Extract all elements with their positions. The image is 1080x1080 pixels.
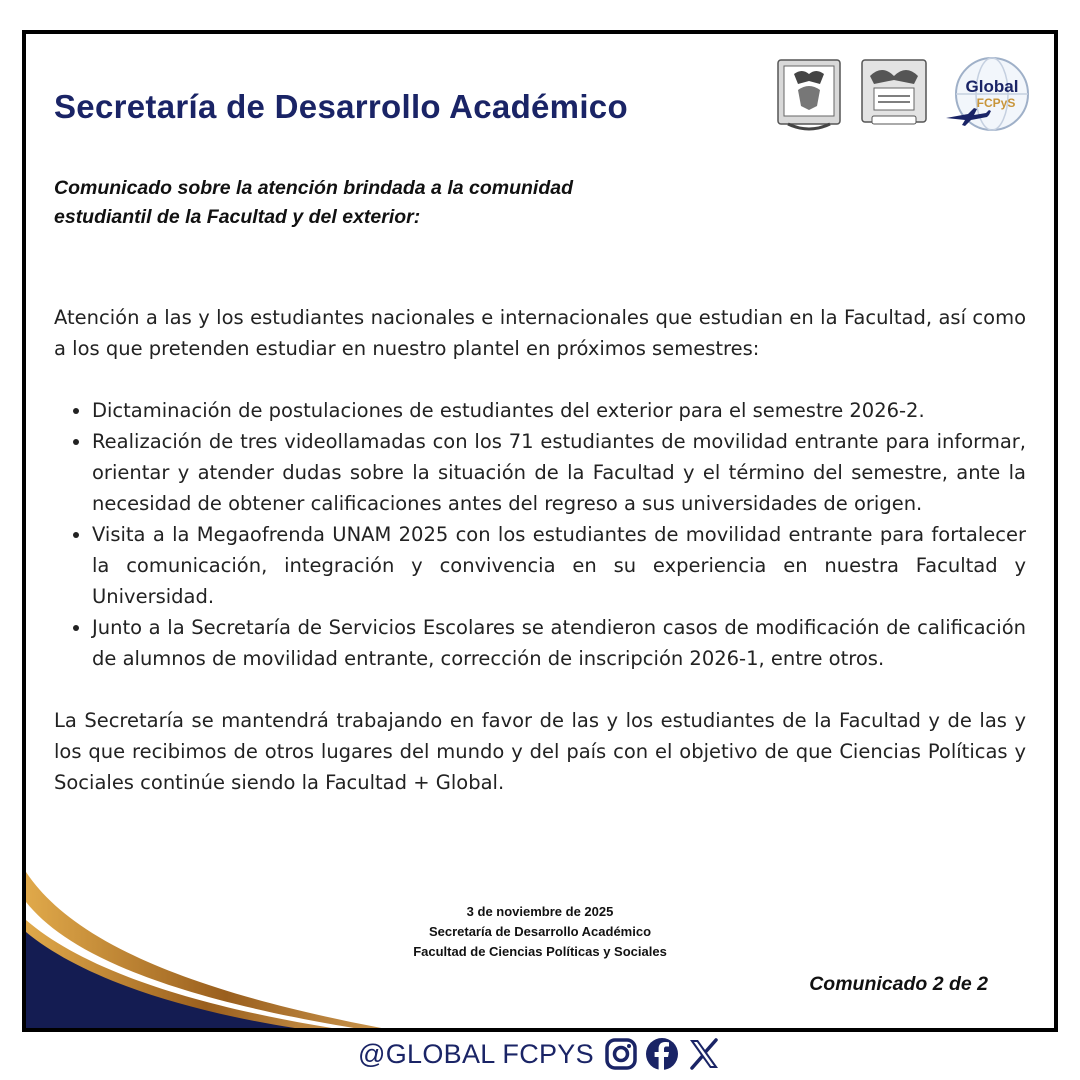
footer xyxy=(0,1036,1080,1072)
instagram-icon[interactable] xyxy=(604,1037,638,1071)
list-item: • Realización de tres videollamadas con los 71 estudiantes de movilidad entrante para informar, orientar y atender dudas sobre la situación de la Facultad y el término del semestre, ante la necesidad de obtener calificaciones antes del regreso a sus universidades de origen. xyxy=(92,426,1026,519)
facebook-icon[interactable] xyxy=(644,1036,680,1072)
actions-list xyxy=(54,395,1026,674)
header-logos xyxy=(774,52,1034,136)
signature-block xyxy=(26,902,1054,962)
list-item: • Junto a la Secretaría de Servicios Escolares se atendieron casos de modificación de calificación de alumnos de movilidad entrante, corrección de inscripción 2026-1, entre otros. xyxy=(92,612,1026,674)
comunicado-number: Comunicado 2 de 2 xyxy=(809,973,988,995)
subtitle xyxy=(54,174,674,232)
closing-paragraph: La Secretaría se mantendrá trabajando en favor de las y los estudiantes de la Facultad y de las y los que recibimos de otros lugares del mundo y del país con el objetivo de que Ciencias Políticas y Sociales continúe siendo la Facultad + Global. xyxy=(54,709,1026,794)
list-item: • Visita a la Megaofrenda UNAM 2025 con los estudiantes de movilidad entrante para fortalecer la comunicación, integración y convivencia en su experiencia en nuestra Facultad y Universidad. xyxy=(92,519,1026,612)
unam-shield-icon xyxy=(774,54,844,134)
subtitle-line-2: estudiantil de la Facultad y del exterior: xyxy=(54,206,421,228)
signature-date: 3 de noviembre de 2025 xyxy=(466,904,614,919)
page-title: Secretaría de Desarrollo Académico xyxy=(54,88,628,125)
social-handle[interactable]: @GLOBAL FCPYS xyxy=(358,1038,594,1069)
x-icon[interactable] xyxy=(686,1036,722,1072)
list-item: • Dictaminación de postulaciones de estudiantes del exterior para el semestre 2026-2. xyxy=(92,395,1026,426)
global-logo-sublabel: FCPyS xyxy=(976,96,1016,110)
document-frame xyxy=(22,30,1058,1032)
body-text xyxy=(54,302,1026,798)
signature-faculty: Facultad de Ciencias Políticas y Sociales xyxy=(413,944,667,959)
signature-office: Secretaría de Desarrollo Académico xyxy=(428,924,652,939)
global-fcpys-logo xyxy=(944,52,1034,136)
fcpys-shield-icon xyxy=(858,54,930,134)
intro-paragraph: Atención a las y los estudiantes nacionales e internacionales que estudian en la Facultad, así como a los que pretenden estudiar en nuestro plantel en próximos semestres: xyxy=(54,306,1026,360)
global-logo-label: Global xyxy=(965,77,1019,96)
subtitle-line-1: Comunicado sobre la atención brindada a la comunidad xyxy=(54,177,574,199)
